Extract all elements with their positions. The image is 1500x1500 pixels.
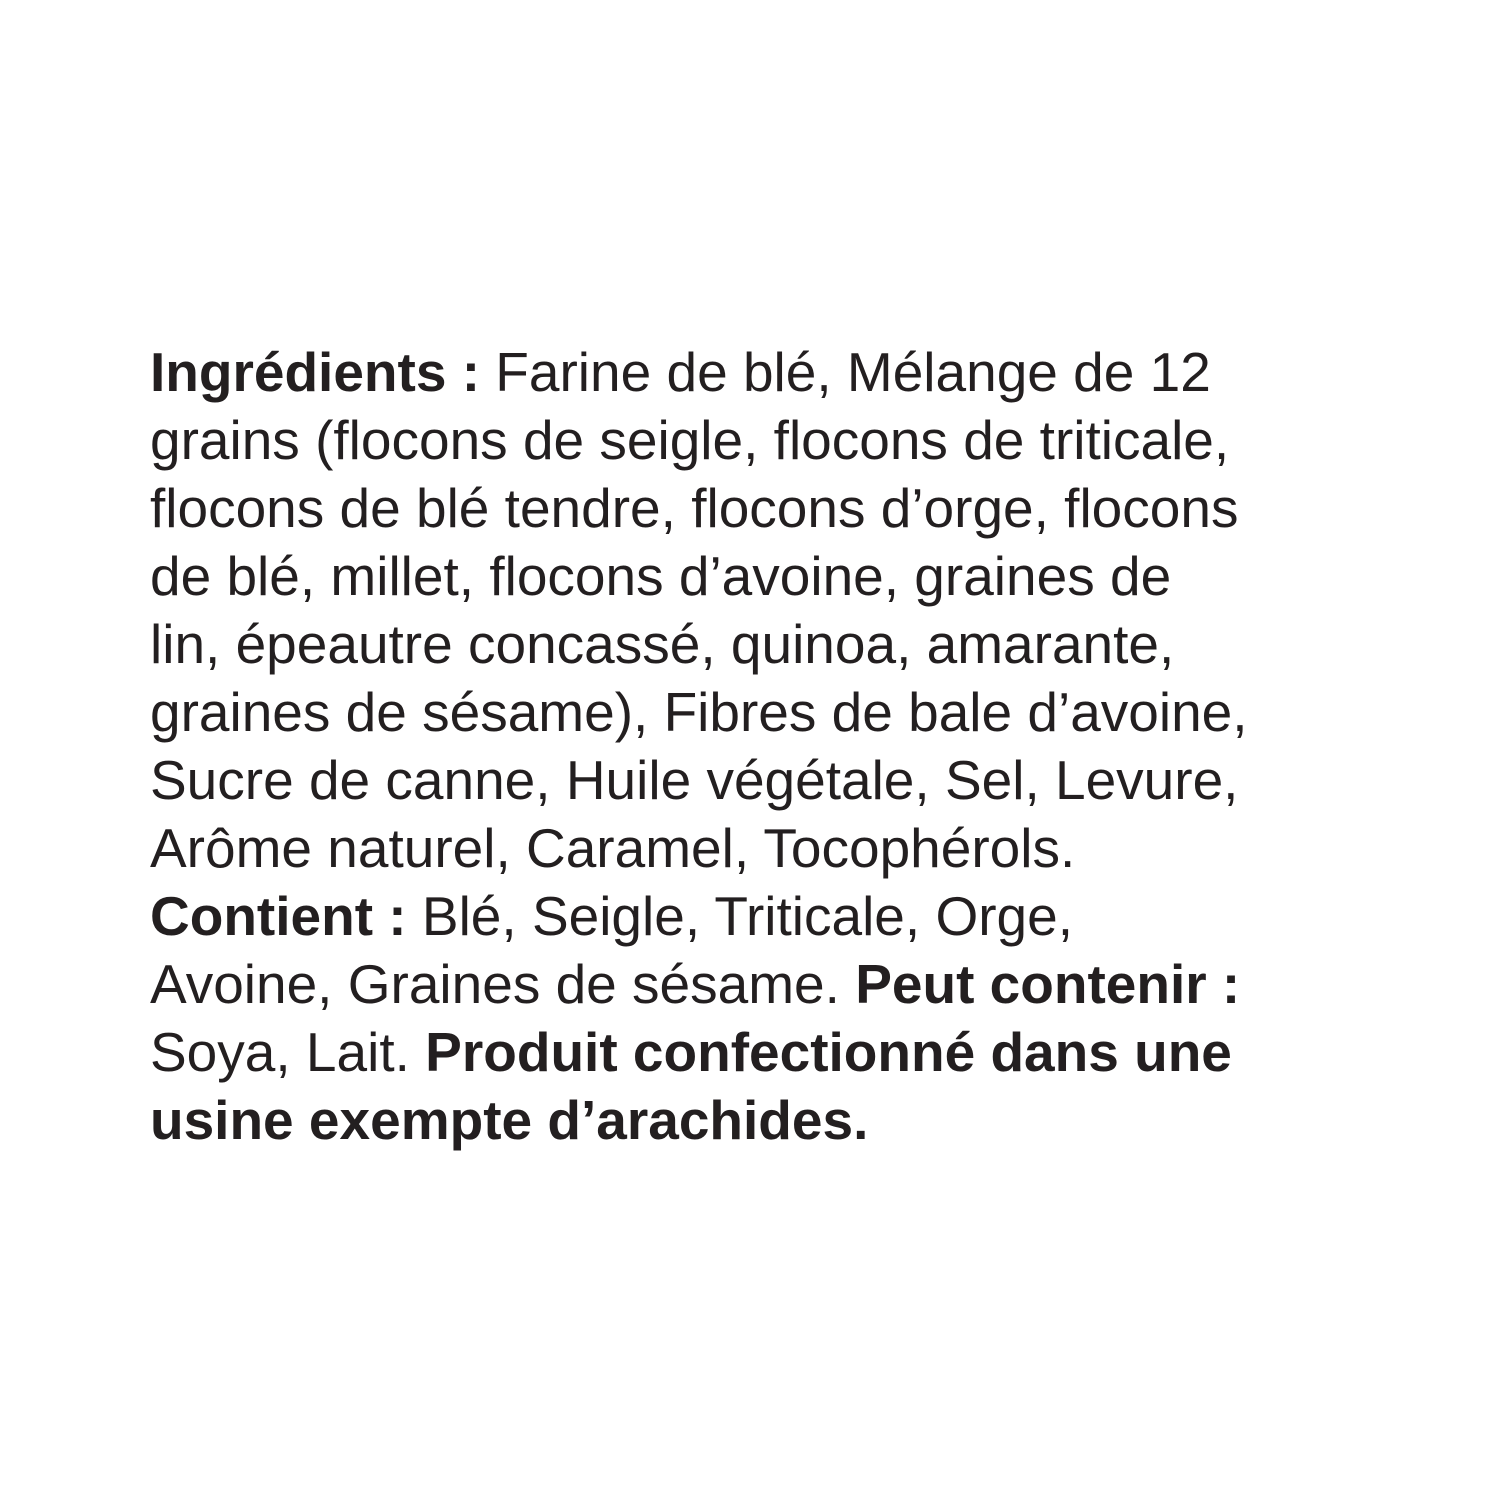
text-run: Avoine, Graines de sésame. [150,953,856,1015]
facility-statement: Produit confectionné dans une [425,1021,1232,1083]
text-run: de blé, millet, flocons d’avoine, graines de [150,545,1172,607]
text-line [150,474,1380,542]
text-run: Soya, Lait. [150,1021,426,1083]
text-run: Farine de blé, Mélange de 12 [480,341,1211,403]
ingredients-heading: Ingrédients : [150,341,481,403]
text-run: Arôme naturel, Caramel, Tocophérols. [150,817,1076,879]
may-contain-heading: Peut contenir : [855,953,1241,1015]
text-line [150,814,1380,882]
text-line [150,1086,1380,1154]
text-run: Sucre de canne, Huile végétale, Sel, Levure, [150,749,1239,811]
text-line [150,1018,1380,1086]
text-line [150,746,1380,814]
text-line [150,950,1380,1018]
text-run: lin, épeautre concassé, quinoa, amarante, [150,613,1175,675]
facility-statement: usine exempte d’arachides. [150,1089,869,1151]
text-line [150,882,1380,950]
contains-heading: Contient : [150,885,407,947]
text-line [150,542,1380,610]
text-run: grains (flocons de seigle, flocons de triticale, [150,409,1230,471]
ingredient-list [150,338,1380,1154]
text-line [150,678,1380,746]
text-run: Blé, Seigle, Triticale, Orge, [406,885,1074,947]
text-line [150,610,1380,678]
text-run: flocons de blé tendre, flocons d’orge, flocons [150,477,1239,539]
text-run: graines de sésame), Fibres de bale d’avoine, [150,681,1248,743]
text-line [150,406,1380,474]
text-line [150,338,1380,406]
